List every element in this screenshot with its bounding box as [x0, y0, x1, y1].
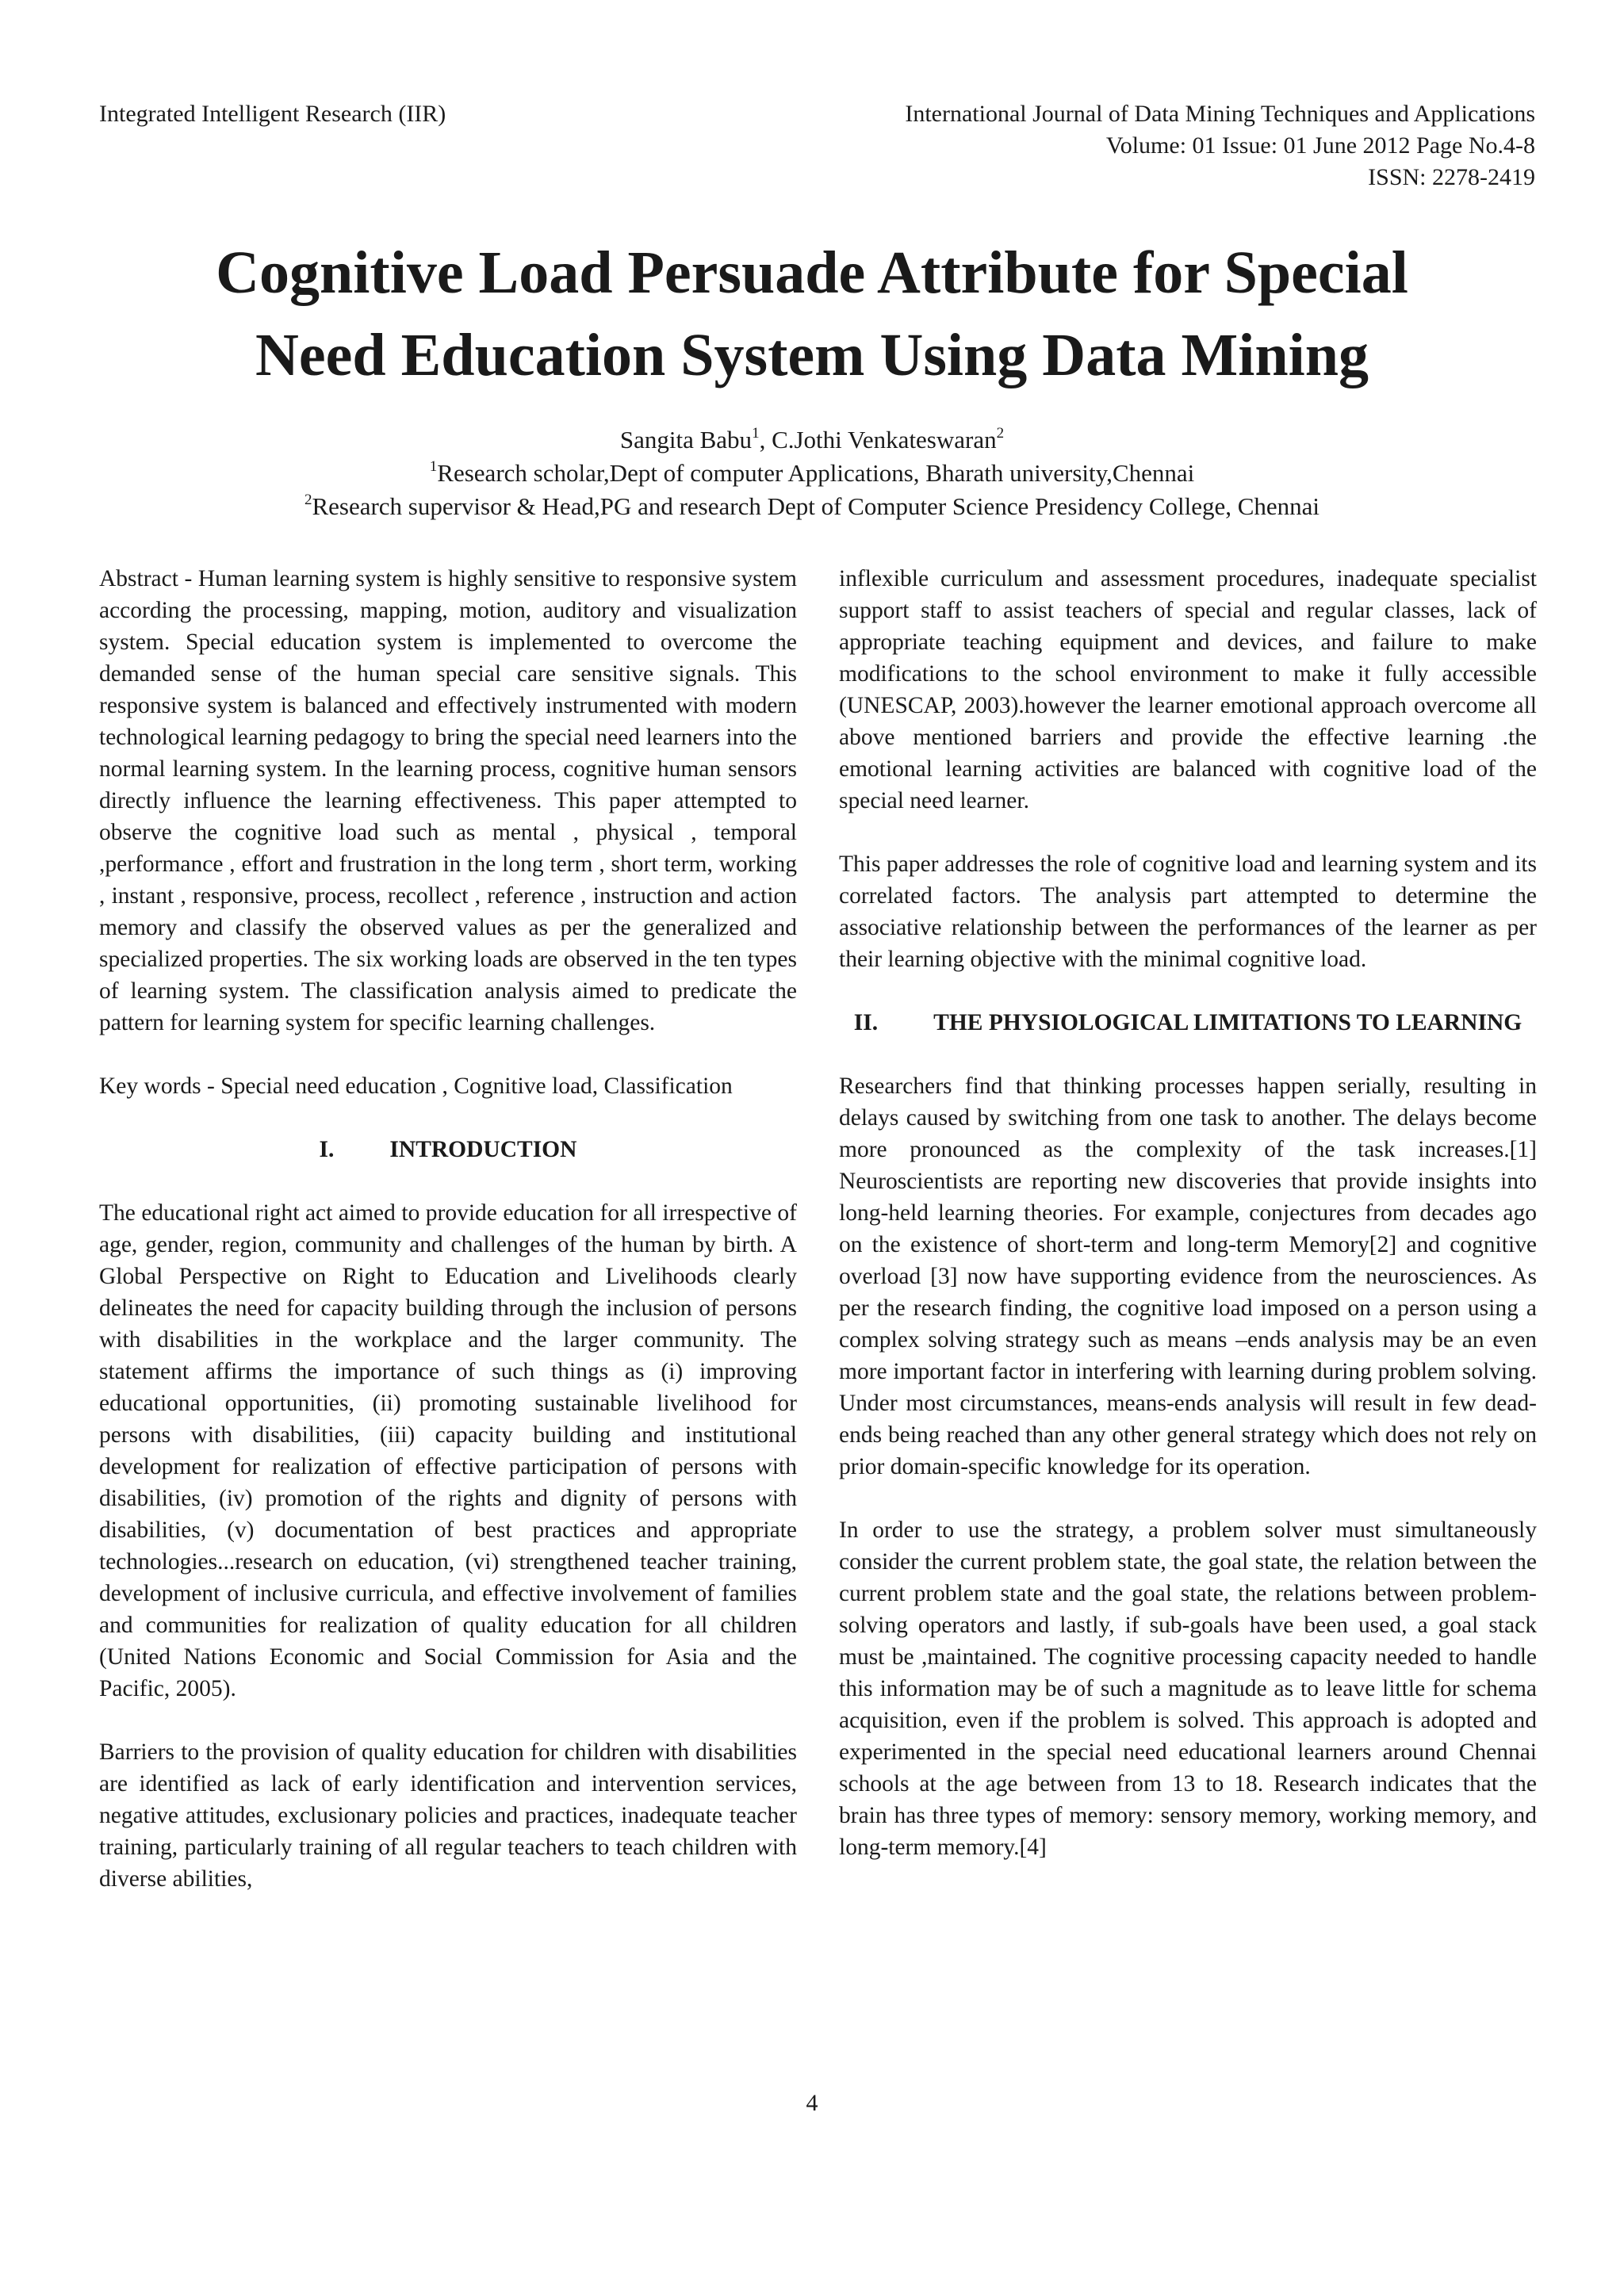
running-header-right [663, 98, 1535, 193]
author-block [79, 423, 1545, 523]
author-2: C.Jothi Venkateswaran [772, 426, 997, 453]
intro-paragraph-3: This paper addresses the role of cognitive load and learning system and its correlated factors. The analysis part attempted to determine the associative relationship between the performances of the learner as per their learning objective with the minimal cognitive load. [839, 851, 1537, 972]
section2-paragraph-2: In order to use the strategy, a problem solver must simultaneously consider the current problem state, the goal state, the relation between the current problem state and the goal state, the relations between problem-solving operators and lastly, if sub-goals have been used, a goal stack must be ,maintained. The cognitive processing capacity needed to handle this information may be of such a magnitude as to leave little for schema acquisition, even if the problem is solved. This approach is adopted and experimented in the special need educational learners around Chennai schools at the age between from 13 to 18. Research indicates that the brain has three types of memory: sensory memory, working memory, and long-term memory.[4] [839, 1517, 1537, 1860]
intro-paragraph-2-continued: inflexible curriculum and assessment procedures, inadequate specialist support staff to assist teachers of special and regular classes, lack of appropriate teaching equipment and devices, and failure to make modifications to the school environment to make it fully accessible (UNESCAP, 2003).however the learner emotional approach overcome all above mentioned barriers and provide the effective learning .the emotional learning activities are balanced with cognitive load of the special need learner. [839, 566, 1537, 813]
running-header-left: Integrated Intelligent Research (IIR) [99, 101, 446, 127]
affiliation-1-mark: 1 [429, 458, 438, 475]
section-heading-introduction [99, 1134, 797, 1165]
author-2-affil-mark: 2 [996, 425, 1005, 442]
section-number: II. [853, 1010, 879, 1035]
title-line-2: Need Education System Using Data Mining [255, 322, 1369, 388]
volume-issue: Volume: 01 Issue: 01 June 2012 Page No.4-8 [1105, 132, 1535, 159]
left-column [99, 563, 797, 1927]
right-column [839, 563, 1537, 1895]
section-title: THE PHYSIOLOGICAL LIMITATIONS TO LEARNING [933, 1010, 1522, 1035]
author-1-affil-mark: 1 [752, 425, 760, 442]
issn: ISSN: 2278-2419 [1368, 164, 1535, 190]
author-names [79, 423, 1545, 457]
paper-title [79, 232, 1545, 396]
journal-name: International Journal of Data Mining Techniques and Applications [905, 101, 1535, 127]
page-number: 4 [806, 2090, 818, 2116]
author-1: Sangita Babu [619, 426, 753, 453]
affiliation-2 [79, 490, 1545, 523]
section2-paragraph-1: Researchers find that thinking processes happen serially, resulting in delays caused by switching from one task to another. The delays become more pronounced as the complexity of the task increases.[1] Neuroscientists are reporting new discoveries that provide insights into long-held learning theories. For example, conjectures from decades ago on the existence of short-term and long-term Memory[2] and cognitive overload [3] now have supporting evidence from the neurosciences. As per the research finding, the cognitive load imposed on a person using a complex solving strategy such as means –ends analysis may be an even more important factor in interfering with learning during problem solving. Under most circumstances, means-ends analysis will result in few dead-ends being reached than any other general strategy which does not rely on prior domain-specific knowledge for its operation. [839, 1073, 1537, 1479]
intro-paragraph-2: Barriers to the provision of quality education for children with disabilities are identified as lack of early identification and intervention services, negative attitudes, exclusionary policies and practices, inadequate teacher training, particularly training of all regular teachers to teach children with diverse abilities, [99, 1739, 797, 1892]
keywords: Key words - Special need education , Cognitive load, Classification [99, 1073, 733, 1099]
intro-paragraph-1: The educational right act aimed to provide education for all irrespective of age, gender, region, community and challenges of the human by birth. A Global Perspective on Right to Education and Livelihoods clearly delineates the need for capacity building through the inclusion of persons with disabilities in the workplace and the larger community. The statement affirms the importance of such things as (i) improving educational opportunities, (ii) promoting sustainable livelihood for persons with disabilities, (iii) capacity building and institutional development for realization of effective participation of persons with disabilities, (iv) promotion of the rights and dignity of persons with disabilities, (v) documentation of best practices and appropriate technologies...research on education, (vi) strengthened teacher training, development of inclusive curricula, and effective involvement of families and communities for realization of quality education for all children (United Nations Economic and Social Commission for Asia and the Pacific, 2005). [99, 1200, 797, 1701]
affiliation-2-mark: 2 [304, 492, 312, 508]
affiliation-1-text: Research scholar,Dept of computer Applications, Bharath university,Chennai [437, 459, 1195, 487]
section-title: INTRODUCTION [389, 1137, 577, 1162]
section-heading-physiological-limitations [839, 1007, 1537, 1039]
author-separator: , [759, 426, 772, 453]
affiliation-1 [79, 457, 1545, 490]
affiliation-2-text: Research supervisor & Head,PG and research Dept of Computer Science Presidency College, Chennai [312, 492, 1320, 520]
abstract: Abstract - Human learning system is highly sensitive to responsive system according the processing, mapping, motion, auditory and visualization system. Special education system is implemented to overcome the demanded sense of the human special care sensitive signals. This responsive system is balanced and effectively instrumented with modern technological learning pedagogy to bring the special need learners into the normal learning system. In the learning process, cognitive human sensors directly influence the learning effectiveness. This paper attempted to observe the cognitive load such as mental , physical , temporal ,performance , effort and frustration in the long term , short term, working , instant , responsive, process, recollect , reference , instruction and action memory and classify the observed values as per the generalized and specialized properties. The six working loads are observed in the ten types of learning system. The classification analysis aimed to predicate the pattern for learning system for specific learning challenges. [99, 566, 797, 1035]
title-line-1: Cognitive Load Persuade Attribute for Special [216, 239, 1408, 306]
section-number: I. [319, 1137, 335, 1162]
